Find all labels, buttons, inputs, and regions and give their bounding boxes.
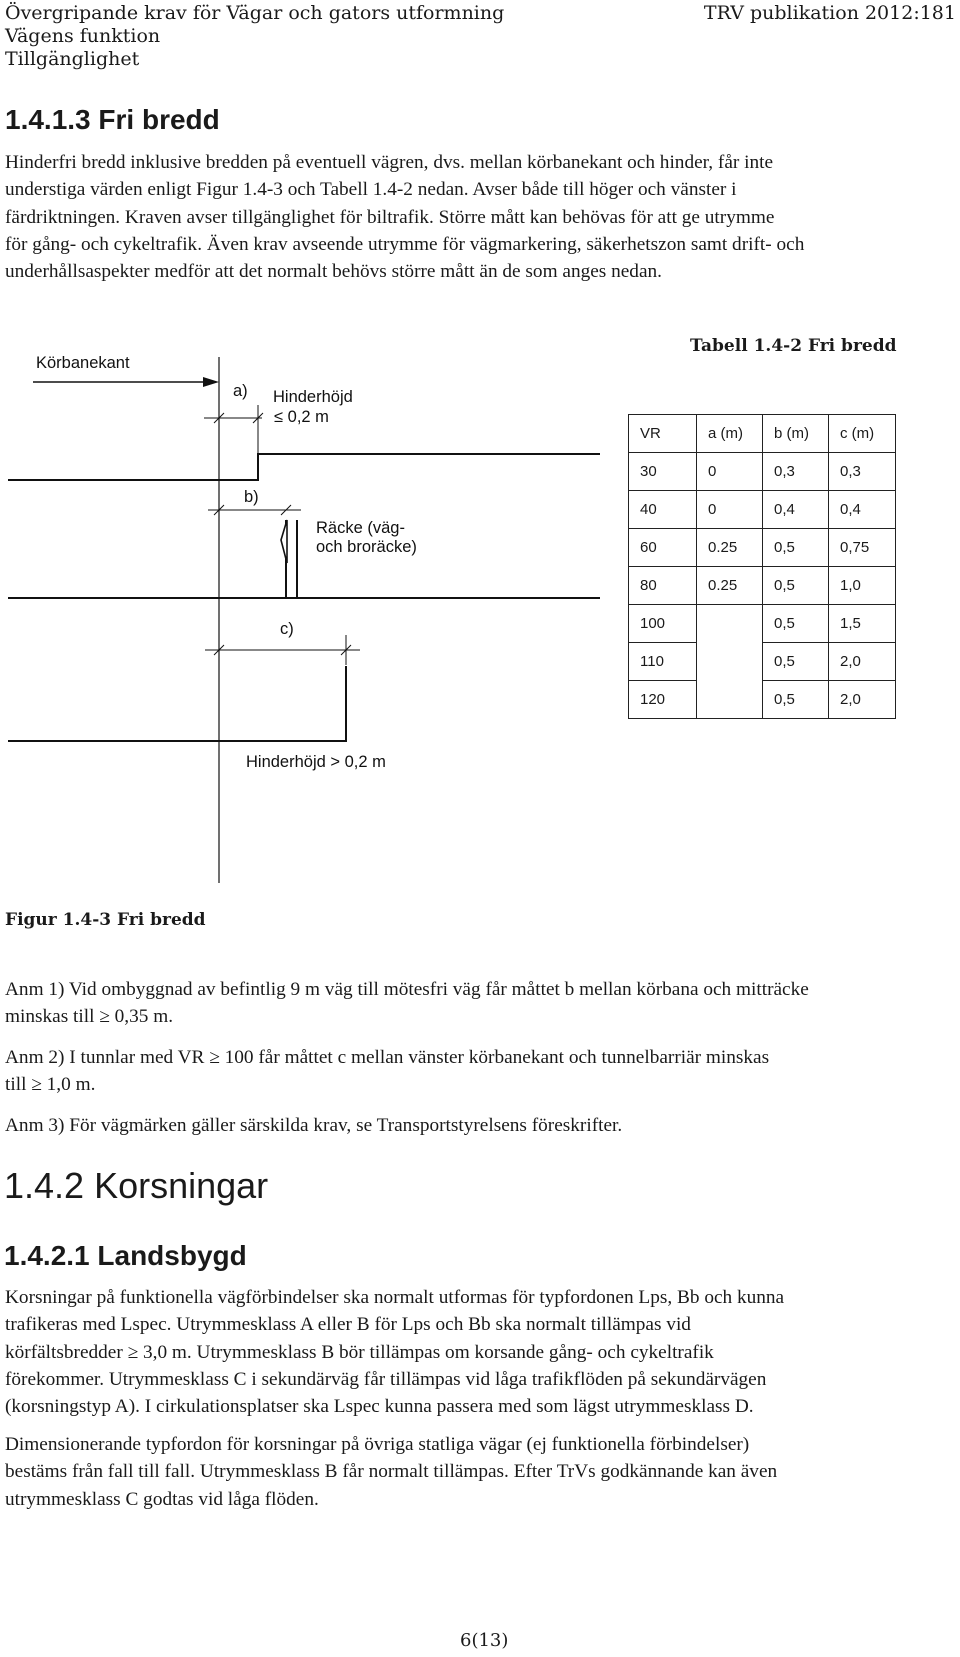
text-line: trafikeras med Lspec. Utrymmesklass A eller B för Lps och Bb ska normalt tillämpas vid <box>5 1314 691 1336</box>
table-title: Tabell 1.4-2 Fri bredd <box>690 336 897 356</box>
table-cell: 2,0 <box>829 681 896 719</box>
table-cell: 0,75 <box>829 529 896 567</box>
korbanekant-label: Körbanekant <box>36 355 130 372</box>
table-row <box>629 643 896 681</box>
figure-caption: Figur 1.4-3 Fri bredd <box>5 910 206 930</box>
table-cell: 80 <box>629 567 697 605</box>
text-line: körfältsbredder ≥ 3,0 m. Utrymmesklass B bör tillämpas om korsande gång- och cykeltrafik <box>5 1341 714 1363</box>
text-line: färdriktningen. Kraven avser tillgänglighet för biltrafik. Större mått kan behövas för att ge utrymme <box>5 206 775 228</box>
header-section: Tillgänglighet <box>5 48 140 70</box>
table-row <box>629 491 896 529</box>
label-b: b) <box>244 488 259 506</box>
table-cell: 0,3 <box>763 453 829 491</box>
table-cell: 0.25 <box>697 567 763 605</box>
hinderhojd-high-label: Hinderhöjd > 0,2 m <box>246 753 386 771</box>
arrow-head <box>203 377 219 387</box>
table-cell: 0,4 <box>763 491 829 529</box>
table-cell-empty <box>697 605 763 719</box>
table-row <box>629 681 896 719</box>
hinderhojd-low-label: Hinderhöjd <box>273 388 353 406</box>
table-cell: 0,4 <box>829 491 896 529</box>
fri-bredd-table <box>628 414 896 719</box>
page-number: 6(13) <box>460 1630 509 1651</box>
racke-label-2: och broräcke) <box>316 538 417 556</box>
table-cell: 1,0 <box>829 567 896 605</box>
fri-bredd-paragraph <box>5 149 960 285</box>
racke-label: Räcke (väg- <box>316 519 405 537</box>
table-header-row <box>629 415 896 453</box>
text-line: Hinderfri bredd inklusive bredden på eventuell vägren, dvs. mellan körbanekant och hinder, får inte <box>5 152 774 173</box>
table-cell: 1,5 <box>829 605 896 643</box>
text-line: Dimensionerande typfordon för korsningar på övriga statliga vägar (ej funktionella förbindelser) <box>5 1434 750 1455</box>
header-chapter: Vägens funktion <box>5 25 161 47</box>
table-cell: 0 <box>697 491 763 529</box>
header-cell: c (m) <box>829 415 896 453</box>
text-line: underhållsaspekter medför att det normalt behövs större mått än de som anges nedan. <box>5 261 662 283</box>
table-cell: 0 <box>697 453 763 491</box>
text-line: till ≥ 1,0 m. <box>5 1074 96 1096</box>
landsbygd-paragraph-1 <box>5 1284 960 1420</box>
table-cell: 30 <box>629 453 697 491</box>
text-line: förekommer. Utrymmesklass C i sekundärväg får tillämpas vid låga trafikflöden på sekundärvägen <box>5 1368 767 1390</box>
text-line: minskas till ≥ 0,35 m. <box>5 1006 174 1028</box>
table-cell: 0,5 <box>763 567 829 605</box>
header-publication: TRV publikation 2012:181 <box>703 2 956 24</box>
table-row <box>629 453 896 491</box>
text-line: utrymmesklass C godtas vid låga flöden. <box>5 1488 319 1510</box>
header-cell: a (m) <box>697 415 763 453</box>
table-cell: 120 <box>629 681 697 719</box>
table-row <box>629 605 896 643</box>
header-cell: VR <box>629 415 697 453</box>
text-line: Anm 2) I tunnlar med VR ≥ 100 får måttet c mellan vänster körbanekant och tunnelbarriär minskas <box>5 1047 770 1068</box>
text-line: bestäms från fall till fall. Utrymmesklass B får normalt tillämpas. Efter TrVs godkännande kan även <box>5 1461 778 1483</box>
section-heading-landsbygd: 1.4.2.1 Landsbygd <box>4 1240 247 1271</box>
note-2 <box>5 1044 960 1099</box>
text-line: understiga värden enligt Figur 1.4-3 och Tabell 1.4-2 nedan. Avser både till höger och vänster i <box>5 179 737 201</box>
table-cell: 0.25 <box>697 529 763 567</box>
text-line: Anm 3) För vägmärken gäller särskilda krav, se Transportstyrelsens föreskrifter. <box>5 1115 623 1136</box>
header-doc-title: Övergripande krav för Vägar och gators utformning <box>5 2 505 24</box>
table-row <box>629 567 896 605</box>
landsbygd-paragraph-2 <box>5 1431 960 1513</box>
table-cell: 2,0 <box>829 643 896 681</box>
label-a: a) <box>233 382 248 400</box>
label-c: c) <box>280 620 294 638</box>
table-cell: 0,5 <box>763 529 829 567</box>
table-cell: 40 <box>629 491 697 529</box>
text-line: Korsningar på funktionella vägförbindelser ska normalt utformas för typfordonen Lps, Bb och kunna <box>5 1287 785 1308</box>
table-row <box>629 529 896 567</box>
table-cell: 0,5 <box>763 681 829 719</box>
text-line: Anm 1) Vid ombyggnad av befintlig 9 m väg till mötesfri väg får måttet b mellan körbana och mitträcke <box>5 979 809 1000</box>
table-cell: 100 <box>629 605 697 643</box>
barrier-rail <box>281 520 287 563</box>
high-obstacle-profile <box>8 666 346 741</box>
note-1 <box>5 976 960 1031</box>
table-cell: 60 <box>629 529 697 567</box>
text-line: (korsningstyp A). I cirkulationsplatser ska Lspec kunna passera med som lägst utrymmesklass D. <box>5 1396 754 1418</box>
table-cell: 0,5 <box>763 605 829 643</box>
section-heading-fri-bredd: 1.4.1.3 Fri bredd <box>5 104 220 135</box>
section-heading-korsningar: 1.4.2 Korsningar <box>4 1165 269 1206</box>
text-line: för gång- och cykeltrafik. Även krav avseende utrymme för vägmarkering, säkerhetszon samt drift- och <box>5 233 805 255</box>
table-cell: 0,5 <box>763 643 829 681</box>
header-cell: b (m) <box>763 415 829 453</box>
note-3 <box>5 1112 960 1139</box>
table-cell: 0,3 <box>829 453 896 491</box>
table-cell: 110 <box>629 643 697 681</box>
hinderhojd-low-value: ≤ 0,2 m <box>274 408 329 426</box>
fri-bredd-figure <box>0 355 600 895</box>
low-curb-profile <box>8 454 600 480</box>
